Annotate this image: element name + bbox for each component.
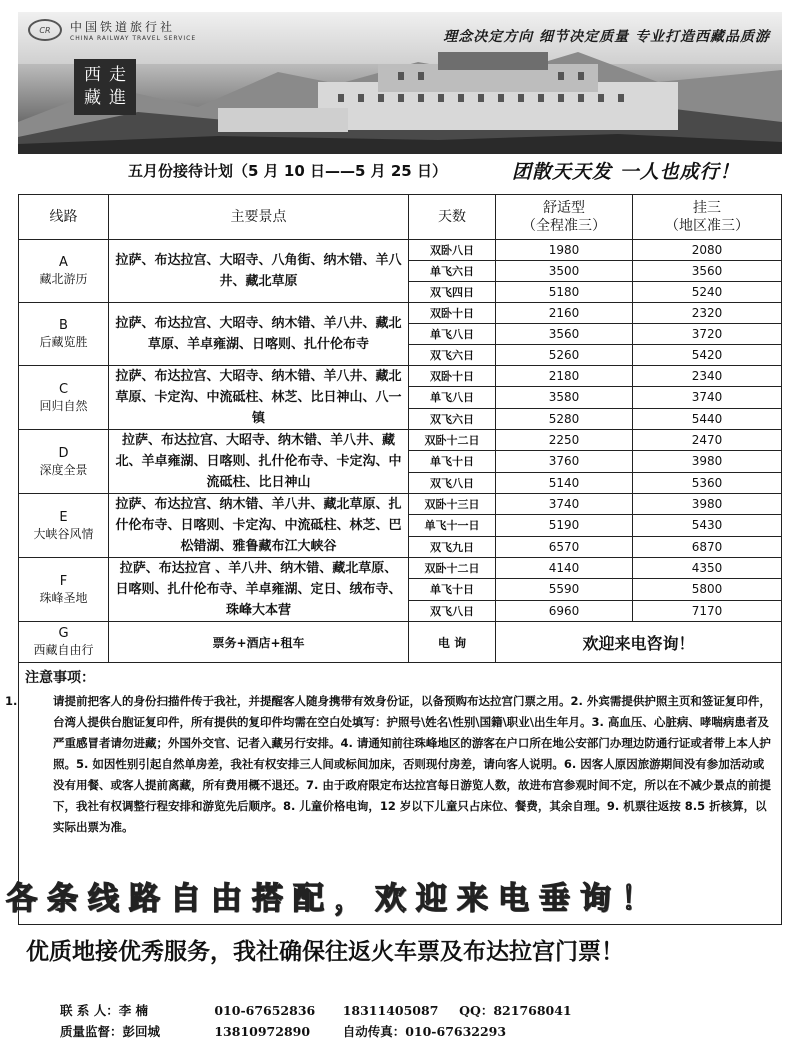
option-days: 双卧十二日 — [409, 558, 496, 579]
route-spots: 拉萨、布达拉宫、大昭寺、纳木错、羊八井、藏北草原、羊卓雍湖、日喀则、扎什伦布寺 — [109, 303, 409, 366]
price-gua: 2340 — [633, 366, 782, 387]
auto-fax: 自动传真：010-67632293 — [342, 1024, 507, 1039]
price-comfort: 2160 — [496, 303, 633, 324]
supervisor-phone: 13810972890 — [214, 1024, 311, 1039]
route-code: A — [59, 255, 68, 270]
company-logo — [28, 18, 196, 42]
price-comfort: 5590 — [496, 579, 633, 600]
option-days: 双卧十日 — [409, 366, 496, 387]
route-spots: 拉萨、布达拉宫、大昭寺、八角街、纳木错、羊八井、藏北草原 — [109, 240, 409, 303]
route-g-price: 欢迎来电咨询！ — [496, 622, 782, 663]
route-name-cell — [19, 494, 109, 558]
route-code: C — [58, 381, 69, 397]
route-g-spots: 票务+酒店+租车 — [109, 622, 409, 663]
header-days: 天数 — [409, 195, 496, 240]
price-gua: 5360 — [633, 472, 782, 493]
route-code: F — [59, 573, 68, 589]
header-comfort: 舒适型 （全程准三） — [496, 195, 633, 240]
price-gua: 3740 — [633, 387, 782, 408]
price-comfort: 5190 — [496, 515, 633, 536]
option-days: 双飞六日 — [409, 408, 496, 429]
price-gua: 3980 — [633, 494, 782, 515]
table-row — [19, 240, 782, 261]
option-days: 单飞八日 — [409, 324, 496, 345]
route-name-cell — [19, 303, 109, 366]
option-days: 双飞六日 — [409, 345, 496, 366]
routes-price-table — [18, 194, 782, 663]
contact-line-1 — [60, 1001, 572, 1019]
price-gua: 3980 — [633, 451, 782, 472]
table-row — [19, 366, 782, 387]
price-gua: 3560 — [633, 261, 782, 282]
route-name: 珠峰圣地 — [39, 590, 88, 605]
option-days: 双飞四日 — [409, 282, 496, 303]
price-comfort: 3580 — [496, 387, 633, 408]
route-code: D — [58, 445, 69, 461]
price-gua: 2320 — [633, 303, 782, 324]
header-banner — [18, 12, 782, 154]
route-name-cell — [19, 622, 109, 663]
table-header-row — [19, 195, 782, 240]
option-days: 双飞九日 — [409, 536, 496, 557]
quality-supervisor: 质量监督：彭回城 — [60, 1024, 161, 1039]
price-gua: 5440 — [633, 408, 782, 429]
option-days: 双飞八日 — [409, 472, 496, 493]
contact-qq: QQ：821768041 — [459, 1003, 572, 1018]
route-name: 深度全景 — [39, 462, 88, 477]
price-comfort: 5140 — [496, 472, 633, 493]
header-gua: 挂三 （地区准三） — [633, 195, 782, 240]
contact-phone-2: 18311405087 — [342, 1003, 439, 1018]
contact-phone-1: 010-67652836 — [214, 1003, 316, 1018]
price-gua: 4350 — [633, 558, 782, 579]
option-days: 单飞六日 — [409, 261, 496, 282]
table-row — [19, 558, 782, 579]
option-days: 单飞十一日 — [409, 515, 496, 536]
price-comfort: 5260 — [496, 345, 633, 366]
table-body — [19, 240, 782, 663]
price-gua: 5240 — [633, 282, 782, 303]
notes-title: 注意事项： — [25, 670, 95, 686]
option-days: 单飞十日 — [409, 579, 496, 600]
route-name: 后藏览胜 — [39, 335, 88, 349]
route-spots: 拉萨、布达拉宫、大昭寺、纳木错、羊八井、藏北草原、卡定沟、中流砥柱、林芝、比日神山、八一镇 — [109, 366, 409, 430]
company-name-en: CHINA RAILWAY TRAVEL SERVICE — [70, 35, 197, 42]
route-spots: 拉萨、布达拉宫、纳木错、羊八井、藏北草原、扎什伦布寺、日喀则、卡定沟、中流砥柱、林芝、巴松错湖、雅鲁藏布江大峡谷 — [109, 494, 409, 558]
header-route: 线路 — [19, 195, 109, 240]
option-days: 双飞八日 — [409, 600, 496, 621]
price-comfort: 5180 — [496, 282, 633, 303]
price-comfort: 5280 — [496, 408, 633, 429]
price-gua: 7170 — [633, 600, 782, 621]
price-comfort: 3760 — [496, 451, 633, 472]
price-gua: 5420 — [633, 345, 782, 366]
option-days: 双卧十二日 — [409, 430, 496, 451]
banner-slogan: 理念决定方向 细节决定质量 专业打造西藏品质游 — [443, 29, 770, 45]
route-name-cell — [19, 240, 109, 303]
contact-person: 联 系 人：李 楠 — [60, 1003, 149, 1018]
seal-char: 西 — [84, 65, 101, 85]
route-name-cell — [19, 558, 109, 622]
seal-char: 進 — [109, 88, 126, 108]
option-days: 单飞十日 — [409, 451, 496, 472]
price-gua: 3720 — [633, 324, 782, 345]
price-gua: 2470 — [633, 430, 782, 451]
price-comfort: 3740 — [496, 494, 633, 515]
seal-char: 走 — [109, 65, 126, 85]
route-spots: 拉萨、布达拉宫、大昭寺、纳木错、羊八井、藏北、羊卓雍湖、日喀则、扎什伦布寺、卡定沟、中流砥柱、比日神山 — [109, 430, 409, 494]
price-comfort: 6960 — [496, 600, 633, 621]
route-name: 回归自然 — [39, 398, 88, 413]
route-spots: 拉萨、布达拉宫 、羊八井、纳木错、藏北草原、日喀则、扎什伦布寺、羊卓雍湖、定日、绒布寺、珠峰大本营 — [109, 558, 409, 622]
tibet-seal — [74, 59, 136, 115]
route-code: G — [58, 626, 69, 641]
price-comfort: 3500 — [496, 261, 633, 282]
price-gua: 5800 — [633, 579, 782, 600]
route-code: B — [59, 318, 68, 333]
table-row — [19, 303, 782, 324]
route-name: 大峡谷风情 — [33, 526, 94, 541]
price-gua: 5430 — [633, 515, 782, 536]
route-g-days: 电 询 — [409, 622, 496, 663]
option-days: 单飞八日 — [409, 387, 496, 408]
logo-emblem-icon: CR — [28, 19, 62, 41]
contact-line-2 — [60, 1022, 506, 1040]
table-row — [19, 494, 782, 515]
seal-char: 藏 — [84, 88, 101, 108]
price-gua: 2080 — [633, 240, 782, 261]
route-name: 藏北游历 — [39, 272, 88, 286]
option-days: 双卧八日 — [409, 240, 496, 261]
plan-title: 五月份接待计划（5 月 10 日——5 月 25 日） — [128, 162, 447, 180]
route-name-cell — [19, 366, 109, 430]
notes-text: 请提前把客人的身份扫描件传于我社，并提醒客人随身携带有效身份证，以备预购布达拉宫门票之用。2. 外宾需提供护照主页和签证复印件，台湾人提供台胞证复印件，所有提供的复印件均需在空白处填写：护照号\姓名\性别\国籍\职业\出生年月。3. 高血压、心脏病、哮喘病患者及严重感冒者请勿进藏；外国外交官、记者入藏另行安排。4. 请通知前往珠峰地区的游客在户口所在地公安部门办理边防通行证或者带上本人护照。5. 如因性别引起自然单房差，我社有权安排三人间或标间加床，否则现付房差，请向客人说明。6. 因客人原因旅游期间没有参加活动或没有用餐、或客人提前离藏，所有费用概不退还。7. 由于政府限定布达拉宫每日游览人数，故进布宫参观时间不定，所以在不减少景点的前提下，我社有权调整行程安排和游览先后顺序。8. 儿童价格电询，12 岁以下儿童只占床位、餐费，其余自理。9. 机票往返按 8.5 折核算，以实际出票为准。 — [53, 694, 771, 834]
table-row — [19, 430, 782, 451]
price-gua: 6870 — [633, 536, 782, 557]
quality-slogan: 优质地接优秀服务，我社确保往返火车票及布达拉宫门票！ — [26, 939, 624, 965]
option-days: 双卧十三日 — [409, 494, 496, 515]
notes-number: 1. — [5, 694, 18, 708]
price-comfort: 2250 — [496, 430, 633, 451]
route-name-cell — [19, 430, 109, 494]
free-combination-banner: 各条线路自由搭配，欢迎来电垂询！ — [6, 881, 662, 917]
route-name: 西藏自由行 — [33, 643, 94, 657]
header-spots: 主要景点 — [109, 195, 409, 240]
table-row-g — [19, 622, 782, 663]
daily-departure-slogan: 团散天天发 一人也成行！ — [512, 161, 740, 183]
price-comfort: 2180 — [496, 366, 633, 387]
price-comfort: 1980 — [496, 240, 633, 261]
company-name-cn: 中国铁道旅行社 — [70, 20, 176, 34]
option-days: 双卧十日 — [409, 303, 496, 324]
price-comfort: 4140 — [496, 558, 633, 579]
price-comfort: 6570 — [496, 536, 633, 557]
route-code: E — [59, 509, 68, 525]
notes-body — [5, 691, 773, 838]
price-comfort: 3560 — [496, 324, 633, 345]
